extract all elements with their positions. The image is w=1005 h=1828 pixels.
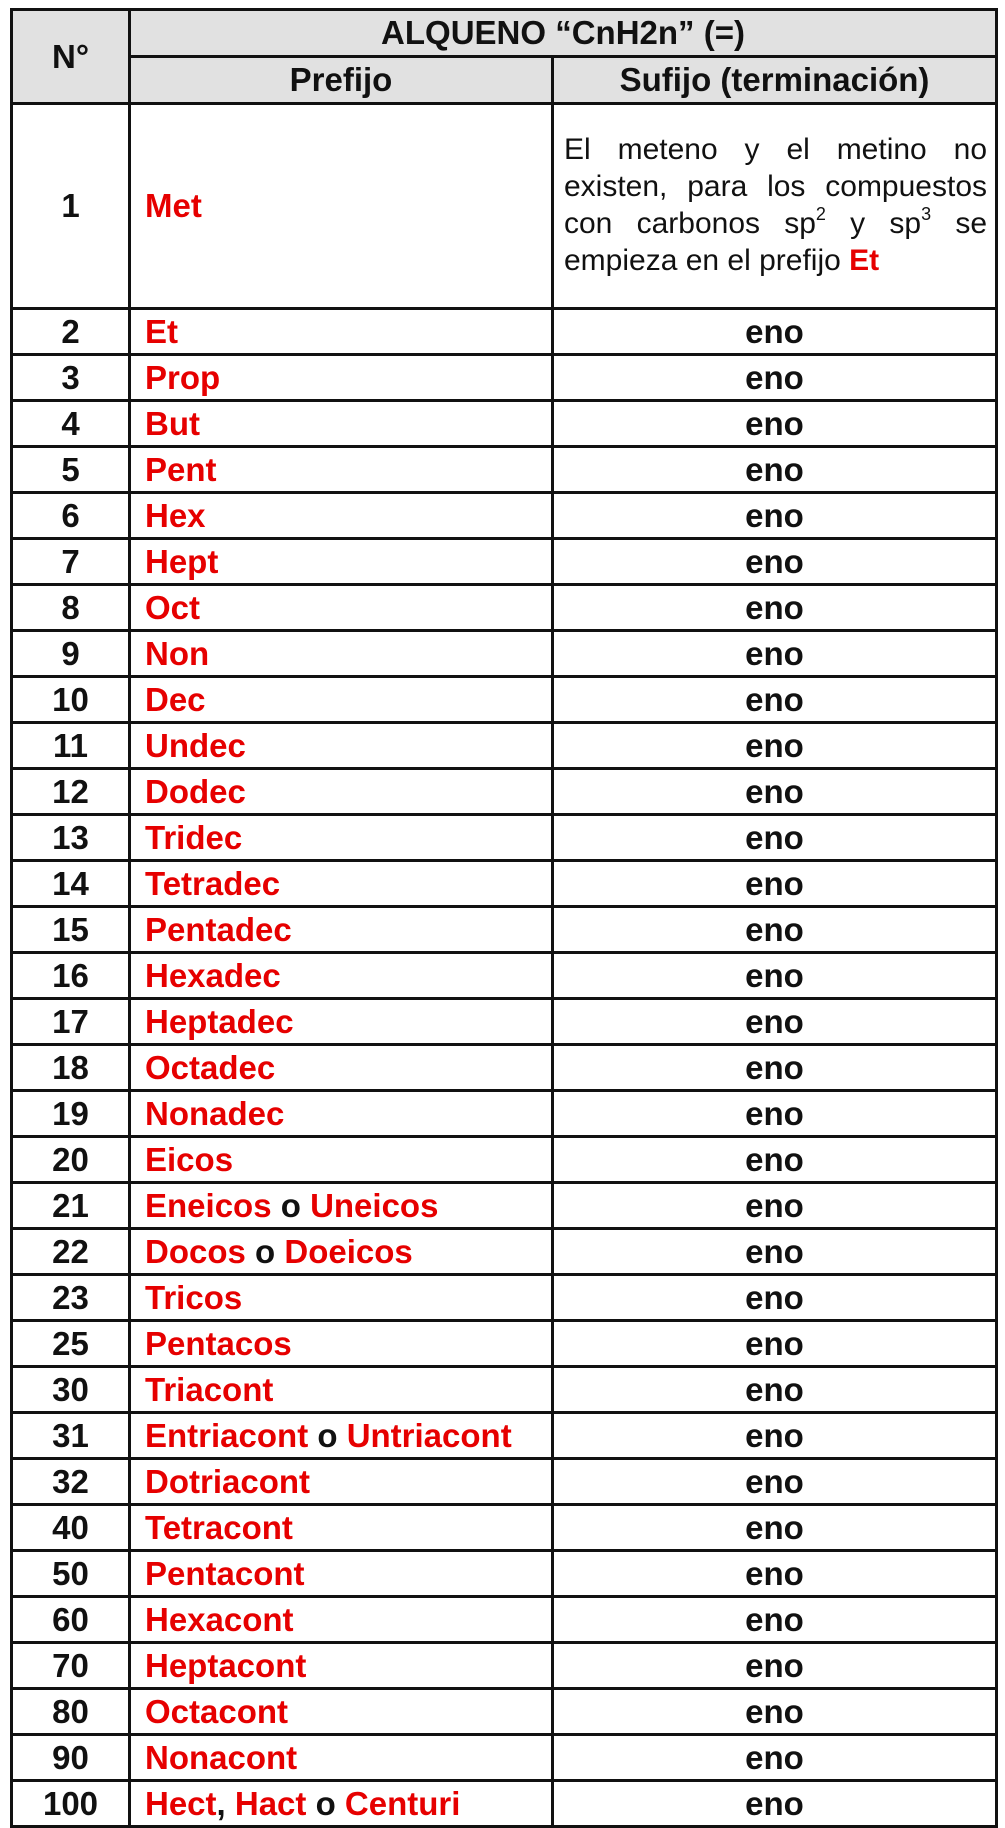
row-prefix: [130, 1597, 553, 1643]
table-row: [12, 677, 997, 723]
table-row: [12, 1643, 997, 1689]
row-prefix: [130, 1137, 553, 1183]
row-number: 5: [12, 447, 130, 493]
row-suffix: eno: [553, 953, 997, 999]
prefix-name: Pentadec: [145, 910, 292, 948]
prefix-separator: ,: [216, 1784, 235, 1822]
row-prefix: [130, 631, 553, 677]
row-prefix: [130, 585, 553, 631]
row-number: 40: [12, 1505, 130, 1551]
prefix-name: Triacont: [145, 1370, 274, 1408]
table-row: [12, 769, 997, 815]
row-prefix: [130, 493, 553, 539]
row-prefix: [130, 1505, 553, 1551]
prefix-separator: o: [245, 1232, 285, 1270]
table-row: [12, 1781, 997, 1827]
row-prefix: [130, 1275, 553, 1321]
prefix-name: Et: [145, 312, 178, 350]
row-suffix: eno: [553, 677, 997, 723]
table-row: [12, 1229, 997, 1275]
table-row: [12, 1275, 997, 1321]
prefix-name: Entriacont: [145, 1416, 309, 1454]
prefix-name: Heptacont: [145, 1646, 307, 1684]
row-prefix: [130, 953, 553, 999]
row-suffix: eno: [553, 1643, 997, 1689]
prefix-name: Tricos: [145, 1278, 243, 1316]
table-row: [12, 1367, 997, 1413]
prefix-name: Octadec: [145, 1048, 276, 1086]
row-number: 14: [12, 861, 130, 907]
prefix-name: Octacont: [145, 1692, 289, 1730]
group-title-header: ALQUENO “CnH2n” (=): [130, 10, 997, 57]
table-row: [12, 1505, 997, 1551]
prefix-name: Pentacont: [145, 1554, 305, 1592]
table-row: [12, 1091, 997, 1137]
row-number: 6: [12, 493, 130, 539]
table-row: [12, 585, 997, 631]
row-prefix: [130, 1091, 553, 1137]
prefix-name: Hept: [145, 542, 219, 580]
prefix-name: Nonadec: [145, 1094, 285, 1132]
note-text-1: El meteno y el metino no existen, para los compuestos con carbonos sp: [564, 133, 988, 240]
prefix-name: Docos: [145, 1232, 246, 1270]
row-suffix: eno: [553, 1321, 997, 1367]
row-prefix: [130, 401, 553, 447]
note-sup-2: 3: [921, 204, 932, 224]
row-suffix: eno: [553, 539, 997, 585]
table-row: [12, 631, 997, 677]
note-text-mid: y sp: [825, 207, 922, 240]
prefix-name: But: [145, 404, 200, 442]
prefix-name: Uneicos: [310, 1186, 439, 1224]
row-number: 13: [12, 815, 130, 861]
row-suffix: eno: [553, 1367, 997, 1413]
row-prefix: Met: [130, 104, 553, 309]
row-number: 60: [12, 1597, 130, 1643]
row-prefix: [130, 1781, 553, 1827]
row-number: 22: [12, 1229, 130, 1275]
row-suffix: eno: [553, 907, 997, 953]
row-suffix: eno: [553, 1091, 997, 1137]
row-prefix: [130, 1413, 553, 1459]
row-suffix: eno: [553, 723, 997, 769]
row-suffix: eno: [553, 1459, 997, 1505]
row-number: 23: [12, 1275, 130, 1321]
row-prefix: [130, 1689, 553, 1735]
row-number: 17: [12, 999, 130, 1045]
row-suffix: eno: [553, 861, 997, 907]
row-number: 50: [12, 1551, 130, 1597]
row-number: 10: [12, 677, 130, 723]
row-prefix: [130, 1459, 553, 1505]
prefix-separator: o: [308, 1416, 347, 1454]
row-suffix: eno: [553, 1689, 997, 1735]
row-suffix: eno: [553, 1597, 997, 1643]
prefix-name: Centuri: [344, 1784, 461, 1822]
note-text-2: se empieza en el prefijo: [564, 207, 988, 277]
table-row: [12, 907, 997, 953]
prefix-name: Tetracont: [145, 1508, 293, 1546]
row-number: 7: [12, 539, 130, 585]
row-prefix: [130, 1735, 553, 1781]
row-suffix: eno: [553, 1551, 997, 1597]
row-number: 1: [12, 104, 130, 309]
table-row: [12, 1183, 997, 1229]
table-body: [12, 104, 997, 1827]
row-suffix: eno: [553, 1413, 997, 1459]
row-suffix: eno: [553, 1735, 997, 1781]
table-row: [12, 815, 997, 861]
row-number: 19: [12, 1091, 130, 1137]
table-row: [12, 1413, 997, 1459]
table-row: [12, 1689, 997, 1735]
row-prefix: [130, 907, 553, 953]
row-number: 18: [12, 1045, 130, 1091]
prefix-name: Pentacos: [145, 1324, 292, 1362]
table-row: [12, 401, 997, 447]
prefix-name: Eicos: [145, 1140, 234, 1178]
row-prefix: [130, 861, 553, 907]
note-sup-1: 2: [815, 204, 826, 224]
row-suffix: eno: [553, 1137, 997, 1183]
row-number: 12: [12, 769, 130, 815]
row-prefix: [130, 309, 553, 355]
prefix-name: Hex: [145, 496, 206, 534]
table-row: [12, 723, 997, 769]
row-prefix: [130, 1643, 553, 1689]
prefix-name: Pent: [145, 450, 217, 488]
row-number: 4: [12, 401, 130, 447]
prefix-name: Hect: [145, 1784, 217, 1822]
table-row: [12, 1551, 997, 1597]
row-prefix: [130, 1551, 553, 1597]
row-prefix: [130, 677, 553, 723]
table-row: [12, 355, 997, 401]
row-prefix: [130, 539, 553, 585]
table-row: [12, 1137, 997, 1183]
row-suffix: eno: [553, 309, 997, 355]
prefix-name: Dodec: [145, 772, 246, 810]
prefix-name: Doeicos: [284, 1232, 413, 1270]
number-header: N°: [12, 10, 130, 104]
row-number: 32: [12, 1459, 130, 1505]
row-suffix: eno: [553, 1229, 997, 1275]
row-suffix: eno: [553, 815, 997, 861]
row-number: 15: [12, 907, 130, 953]
row-number: 80: [12, 1689, 130, 1735]
row-number: 21: [12, 1183, 130, 1229]
row-suffix: eno: [553, 355, 997, 401]
table-row: [12, 309, 997, 355]
prefix-name: Nonacont: [145, 1738, 298, 1776]
row-number: 11: [12, 723, 130, 769]
prefix-name: Oct: [145, 588, 201, 626]
row-suffix: eno: [553, 769, 997, 815]
row-suffix: eno: [553, 1781, 997, 1827]
row-number: 25: [12, 1321, 130, 1367]
table-row: [12, 1045, 997, 1091]
row-number: 9: [12, 631, 130, 677]
row-suffix: eno: [553, 1505, 997, 1551]
row-suffix: eno: [553, 447, 997, 493]
prefix-name: Hact: [234, 1784, 307, 1822]
prefix-separator: o: [306, 1784, 345, 1822]
row-number: 3: [12, 355, 130, 401]
row-prefix: [130, 1229, 553, 1275]
prefix-separator: o: [271, 1186, 311, 1224]
row-number: 20: [12, 1137, 130, 1183]
row-number: 90: [12, 1735, 130, 1781]
row-number: 100: [12, 1781, 130, 1827]
row-suffix: eno: [553, 585, 997, 631]
row-suffix: eno: [553, 493, 997, 539]
table-row: [12, 447, 997, 493]
table-row: [12, 1735, 997, 1781]
table-row: [12, 1459, 997, 1505]
row-number: 16: [12, 953, 130, 999]
suffix-header: Sufijo (terminación): [553, 57, 997, 104]
row-number: 2: [12, 309, 130, 355]
prefix-name: Tetradec: [145, 864, 281, 902]
row-suffix: eno: [553, 999, 997, 1045]
table-row: [12, 1597, 997, 1643]
note-prefix: Et: [849, 244, 880, 277]
prefix-name: Dotriacont: [145, 1462, 310, 1500]
alkene-nomenclature-table: [10, 8, 998, 1828]
prefix-name: Tridec: [145, 818, 243, 856]
prefix-name: Undec: [145, 726, 246, 764]
row-number: 31: [12, 1413, 130, 1459]
prefix-name: Prop: [145, 358, 221, 396]
row-prefix: [130, 769, 553, 815]
row-prefix: [130, 1183, 553, 1229]
table-row: [12, 861, 997, 907]
row-note: [553, 104, 997, 309]
prefix-name: Non: [145, 634, 210, 672]
row-prefix: [130, 723, 553, 769]
row-prefix: [130, 1321, 553, 1367]
row-suffix: eno: [553, 1183, 997, 1229]
row-number: 30: [12, 1367, 130, 1413]
prefix-header: Prefijo: [130, 57, 553, 104]
prefix-name: Dec: [145, 680, 206, 718]
prefix-name: Hexadec: [145, 956, 281, 994]
prefix-name: Untriacont: [346, 1416, 512, 1454]
row-suffix: eno: [553, 401, 997, 447]
row-suffix: eno: [553, 631, 997, 677]
row-number: 70: [12, 1643, 130, 1689]
row-suffix: eno: [553, 1045, 997, 1091]
prefix-name: Hexacont: [145, 1600, 294, 1638]
table-row: [12, 1321, 997, 1367]
row-suffix: eno: [553, 1275, 997, 1321]
table-row: [12, 493, 997, 539]
row-number: 8: [12, 585, 130, 631]
table-row: [12, 104, 997, 309]
table-row: [12, 953, 997, 999]
row-prefix: [130, 447, 553, 493]
row-prefix: [130, 1367, 553, 1413]
row-prefix: [130, 1045, 553, 1091]
table-row: [12, 999, 997, 1045]
prefix-name: Eneicos: [145, 1186, 272, 1224]
row-prefix: [130, 355, 553, 401]
prefix-name: Heptadec: [145, 1002, 294, 1040]
table-row: [12, 539, 997, 585]
row-prefix: [130, 815, 553, 861]
row-prefix: [130, 999, 553, 1045]
